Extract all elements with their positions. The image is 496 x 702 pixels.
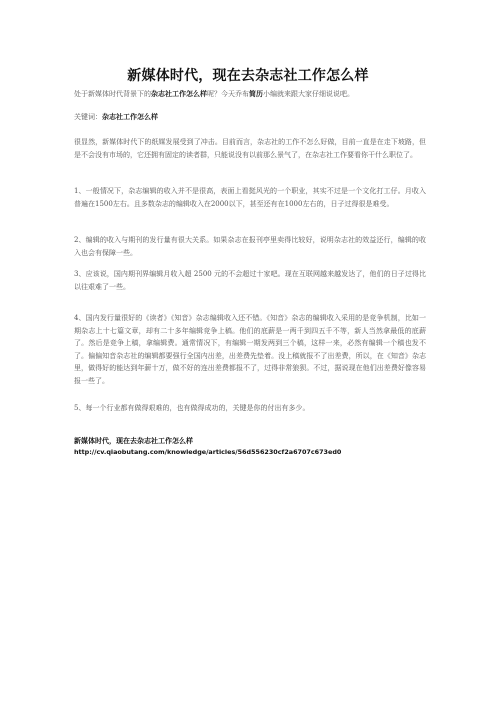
- intro-middle: 呢？今天乔布: [207, 90, 249, 98]
- paragraph-point-2: 2、编辑的收入与期刊的发行量有很大关系。如果杂志在报刊亭里卖得比较好，说明杂志社的效益还行，编辑的收入也会有保障一些。: [74, 236, 426, 257]
- paragraph-point-5: 5、每一个行业都有做得艰难的，也有做得成功的，关键是你的付出有多少。: [74, 404, 310, 412]
- intro-line: [74, 89, 434, 99]
- keywords-line: [74, 112, 158, 122]
- paragraph-point-1: 1、一般情况下，杂志编辑的收入并不是很高，表面上看挺风光的一个职业，其实不过是一个文化打工仔。月收入普遍在1500左右。且多数杂志的编辑收入在2000以下，甚至还有在1000左右的，日子过得很是难受。: [74, 187, 426, 208]
- intro-prefix: 处于新媒体时代背景下的: [74, 90, 151, 98]
- footer-url-link[interactable]: http://cv.qiaobutang.com/knowledge/articles/56d556230cf2a6707c673ed0: [74, 448, 342, 456]
- document-title: 新媒体时代，现在去杂志社工作怎么样: [127, 68, 369, 84]
- intro-highlight2-link[interactable]: 简历: [249, 89, 263, 98]
- keywords-label: 关键词：: [74, 113, 102, 121]
- footer-title: 新媒体时代，现在去杂志社工作怎么样: [74, 437, 193, 445]
- intro-highlight-link[interactable]: 杂志社工作怎么样: [151, 89, 207, 98]
- paragraph-point-4: 4、国内发行量很好的《读者》《知音》杂志编辑收入还不错。《知音》杂志的编辑收入采用的是竞争机制，比如一期杂志上十七篇文章，却有二十多年编辑竞争上稿。他们的底薪是一两千到四五千不等，新人当然拿最低的底薪了。然后是竞争上稿，拿编辑费。通常情况下，有编辑一期发两到三个稿，这样一来，必然有编辑一个稿也发不了。偏偏知音杂志社的编辑都要强行全国内出差，出差费先垫着。没上稿就报不了出差费，所以，在《知音》杂志里，做得好的能达到年薪十万，做不好的连出差费都报不了，过得非常狼狈。不过，据说现在他们出差费好像容易报一些了。: [74, 314, 426, 385]
- paragraph-point-3: 3、应该说，国内期刊界编辑月收入超 2500 元的不会超过十家吧。现在互联网越来越发达了，他们的日子过得比以往艰难了一些。: [74, 270, 426, 291]
- intro-suffix: 小编就来跟大家仔细说说吧。: [263, 90, 354, 98]
- paragraph-intro: 很显然，新媒体时代下的纸媒发展受到了冲击。目前而言，杂志社的工作不怎么好做，目前一直是在走下坡路，但是不会没有市场的，它还拥有固定的读者群，只能说没有以前那么景气了，在杂志社工作要看你干什么职位了。: [74, 138, 426, 159]
- keywords-value[interactable]: 杂志社工作怎么样: [102, 112, 158, 121]
